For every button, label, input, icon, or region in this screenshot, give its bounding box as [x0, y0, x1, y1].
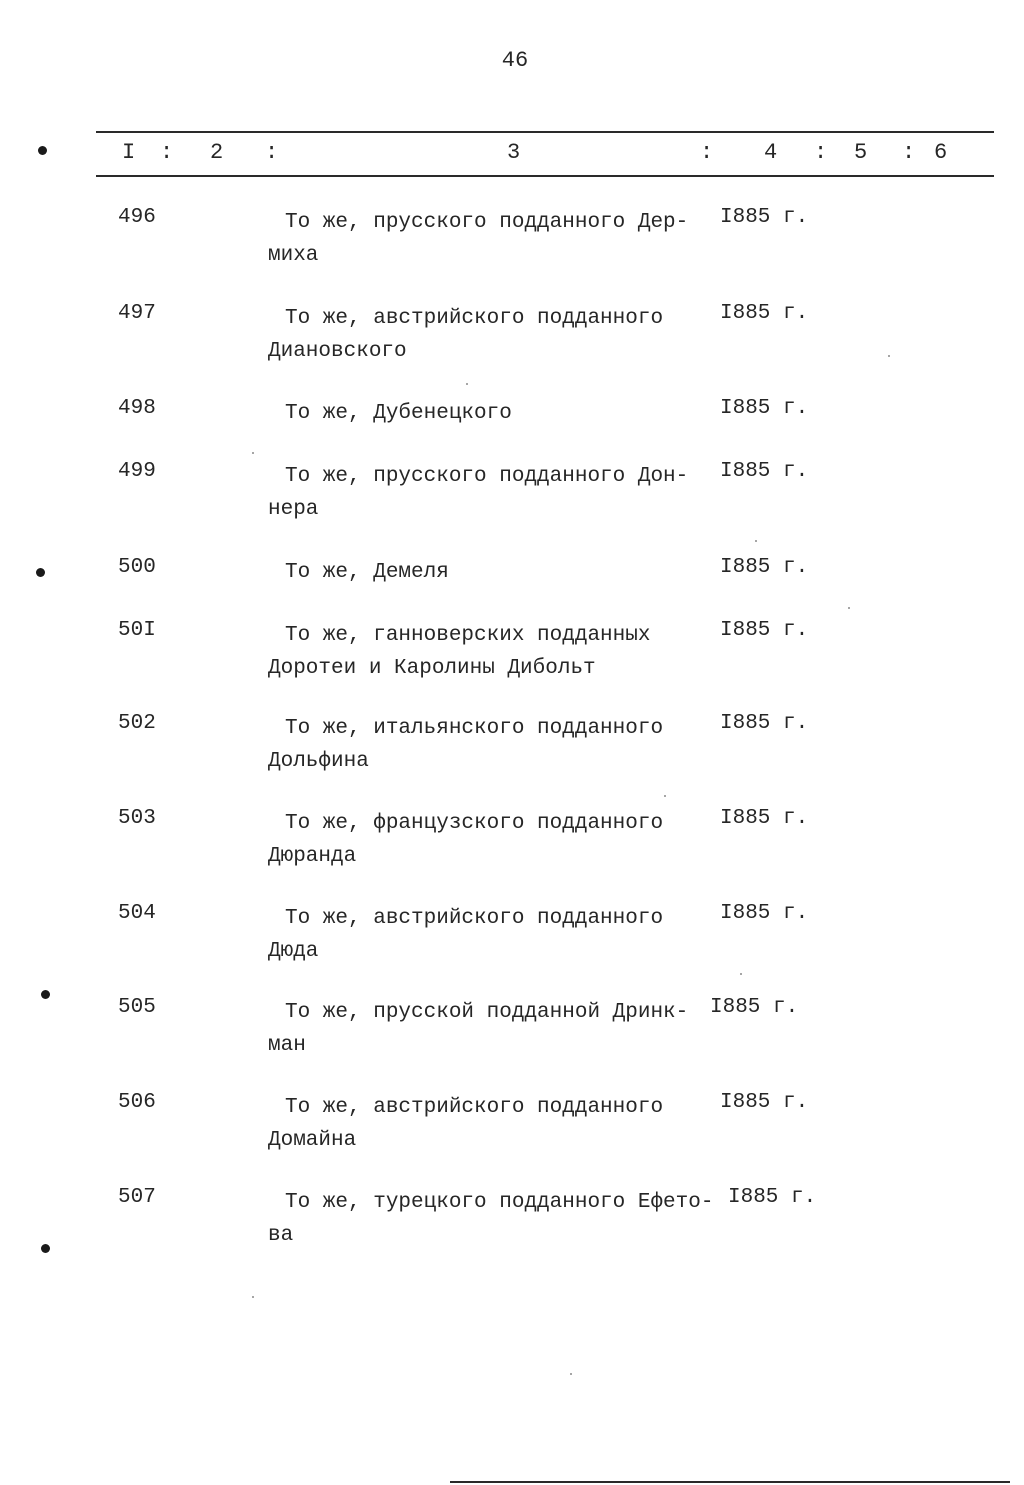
- scan-speck: [466, 383, 468, 385]
- column-header-5: 5: [854, 140, 868, 165]
- description-line: нера: [268, 498, 319, 521]
- entry-number: 505: [118, 996, 156, 1019]
- description-line: То же, ганноверских подданных: [285, 624, 651, 647]
- entry-date: I885 г.: [720, 619, 809, 642]
- column-separator: :: [160, 140, 174, 165]
- page-number: 46: [501, 48, 529, 73]
- entry-description: [268, 397, 708, 430]
- description-line: Дольфина: [268, 750, 369, 773]
- table-row: [0, 1186, 1024, 1266]
- scan-speck: [888, 355, 890, 357]
- entry-description: [268, 996, 708, 1062]
- entry-number: 503: [118, 807, 156, 830]
- entry-description: [268, 619, 708, 685]
- description-line: То же, Дубенецкого: [285, 402, 512, 425]
- binder-hole-mark: [36, 568, 45, 577]
- description-line: миха: [268, 244, 319, 267]
- entry-date: I885 г.: [720, 712, 809, 735]
- entry-date: I885 г.: [710, 996, 799, 1019]
- table-row: [0, 1091, 1024, 1171]
- description-line: То же, австрийского подданного: [285, 907, 664, 930]
- description-line: То же, прусского подданного Дон-: [285, 465, 689, 488]
- scan-speck: [740, 973, 742, 975]
- column-separator: :: [902, 140, 916, 165]
- description-line: То же, австрийского подданного: [285, 1096, 664, 1119]
- entry-description: [268, 302, 708, 368]
- scan-speck: [664, 795, 666, 797]
- column-header-1: I: [122, 140, 136, 165]
- table-row: [0, 460, 1024, 540]
- table-row: [0, 619, 1024, 699]
- scan-speck: [252, 1296, 254, 1298]
- description-line: То же, австрийского подданного: [285, 307, 664, 330]
- table-row: [0, 206, 1024, 286]
- entry-description: [268, 1091, 708, 1157]
- description-line: То же, Демеля: [285, 561, 449, 584]
- entry-date: I885 г.: [720, 902, 809, 925]
- table-row: [0, 302, 1024, 382]
- binder-hole-mark: [41, 1244, 50, 1253]
- description-line: То же, прусского подданного Дер-: [285, 211, 689, 234]
- description-line: ман: [268, 1034, 306, 1057]
- entry-description: [268, 556, 708, 589]
- scan-speck: [755, 540, 757, 542]
- column-separator: :: [814, 140, 828, 165]
- entry-number: 507: [118, 1186, 156, 1209]
- table-row: [0, 902, 1024, 982]
- entry-description: [268, 712, 708, 778]
- column-separator: :: [265, 140, 279, 165]
- entry-description: [268, 902, 708, 968]
- scan-speck: [848, 607, 850, 609]
- description-line: Доротеи и Каролины Дибольт: [268, 657, 596, 680]
- entry-number: 502: [118, 712, 156, 735]
- entry-number: 506: [118, 1091, 156, 1114]
- column-header-2: 2: [210, 140, 224, 165]
- description-line: Дюда: [268, 940, 319, 963]
- entry-date: I885 г.: [720, 302, 809, 325]
- description-line: Домайна: [268, 1129, 357, 1152]
- entry-date: I885 г.: [720, 1091, 809, 1114]
- description-line: То же, итальянского подданного: [285, 717, 664, 740]
- entry-number: 499: [118, 460, 156, 483]
- table-row: [0, 807, 1024, 887]
- entry-date: I885 г.: [728, 1186, 817, 1209]
- binder-hole-mark: [38, 146, 47, 155]
- entry-number: 500: [118, 556, 156, 579]
- column-header-6: 6: [934, 140, 948, 165]
- scan-speck: [252, 452, 254, 454]
- entry-description: [268, 1186, 714, 1252]
- entry-number: 498: [118, 397, 156, 420]
- entry-description: [268, 460, 708, 526]
- entry-description: [268, 206, 708, 272]
- table-row: [0, 712, 1024, 792]
- description-line: То же, прусской подданной Дринк-: [285, 1001, 689, 1024]
- column-header-4: 4: [764, 140, 778, 165]
- entry-date: I885 г.: [720, 397, 809, 420]
- binder-hole-mark: [41, 990, 50, 999]
- entry-number: 50I: [118, 619, 156, 642]
- description-line: То же, турецкого подданного Ефето-: [285, 1191, 714, 1214]
- header-bottom-rule: [96, 175, 994, 177]
- column-separator: :: [700, 140, 714, 165]
- entry-date: I885 г.: [720, 206, 809, 229]
- description-line: Диановского: [268, 340, 407, 363]
- footer-rule: [450, 1481, 1010, 1483]
- entry-number: 497: [118, 302, 156, 325]
- entry-date: I885 г.: [720, 460, 809, 483]
- entry-number: 496: [118, 206, 156, 229]
- entry-number: 504: [118, 902, 156, 925]
- column-header-3: 3: [507, 140, 521, 165]
- entry-description: [268, 807, 708, 873]
- scan-speck: [570, 1373, 572, 1375]
- description-line: ва: [268, 1224, 294, 1247]
- table-row: [0, 996, 1024, 1076]
- entry-date: I885 г.: [720, 556, 809, 579]
- entry-date: I885 г.: [720, 807, 809, 830]
- header-top-rule: [96, 131, 994, 133]
- description-line: То же, французского подданного: [285, 812, 664, 835]
- description-line: Дюранда: [268, 845, 357, 868]
